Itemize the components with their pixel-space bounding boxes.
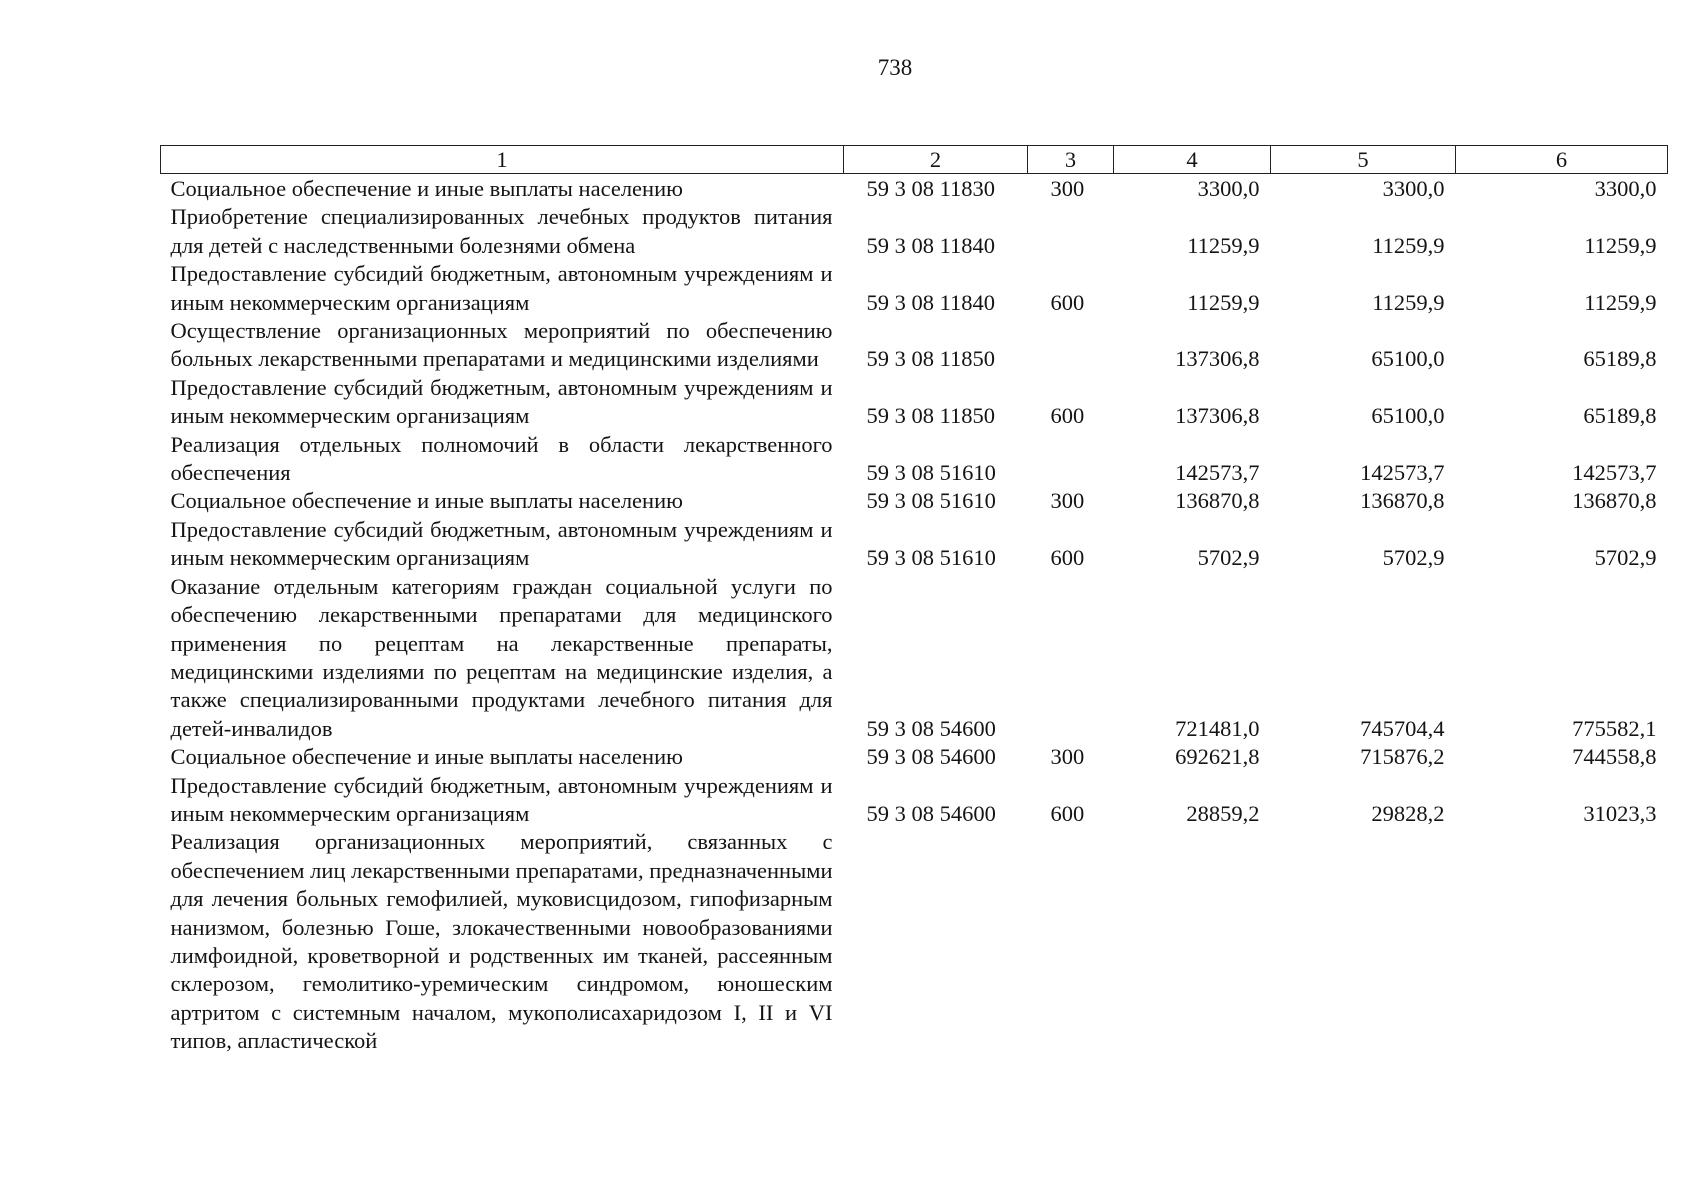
row-value-col4: 3300,0	[1197, 176, 1260, 201]
row-value-col5: 11259,9	[1372, 289, 1445, 315]
column-header: 1	[161, 146, 844, 174]
column-header: 5	[1271, 146, 1456, 174]
row-code: 59 3 08 11830	[866, 176, 996, 201]
table-row	[161, 317, 1668, 374]
row-value-col5: 29828,2	[1371, 800, 1445, 826]
table-row	[161, 431, 1668, 488]
row-value-col4: 142573,7	[1175, 460, 1260, 486]
table-row	[161, 573, 1668, 743]
row-name: Предоставление субсидий бюджетным, автономным учреждениям и иным некоммерческим организациям	[170, 261, 833, 315]
row-value-col4: 137306,8	[1175, 346, 1260, 372]
column-header: 6	[1456, 146, 1668, 174]
row-name: Предоставление субсидий бюджетным, автономным учреждениям и иным некоммерческим организациям	[170, 516, 833, 571]
row-value-col6: 11259,9	[1584, 289, 1657, 315]
row-value-col6: 31023,3	[1583, 800, 1657, 826]
row-name: Приобретение специализированных лечебных продуктов питания для детей с наследственными болезнями обмена	[170, 204, 833, 258]
row-code	[844, 828, 1028, 1055]
row-code: 59 3 08 51610	[866, 460, 996, 486]
column-header: 4	[1114, 146, 1271, 174]
row-value-col5: 11259,9	[1372, 232, 1445, 258]
row-value-col4: 136870,8	[1175, 488, 1260, 514]
row-kind: 300	[1050, 176, 1085, 201]
row-name: Реализация организационных мероприятий, связанных с обеспечением лиц лекарственными препаратами, предназначенными для лечения больных гемофилией, муковисцидозом, гипофизарным нанизмом, болезнью Гоше, злокачественными новообразованиями лимфоидной, кроветворной и родственных им тканей, рассеянным склерозом, гемолитико-уремическим синдромом, юношеским артритом с системным началом, мукополисахаридозом I, II и VI типов, апластической	[170, 829, 833, 1054]
table-row	[161, 487, 1668, 515]
row-value-col6: 3300,0	[1594, 176, 1657, 201]
row-code: 59 3 08 51610	[866, 545, 996, 571]
row-code: 59 3 08 11840	[866, 232, 996, 258]
row-kind	[1028, 828, 1114, 1055]
row-value-col6: 775582,1	[1572, 715, 1657, 741]
row-name: Реализация отдельных полномочий в области лекарственного обеспечения	[170, 431, 833, 486]
row-kind: 600	[1050, 403, 1085, 429]
table-header	[161, 146, 1668, 174]
table-body	[161, 174, 1668, 1056]
table-row	[161, 174, 1668, 204]
row-value-col6: 744558,8	[1572, 744, 1657, 770]
row-value-col4: 11259,9	[1187, 232, 1260, 258]
row-kind	[1028, 203, 1114, 260]
row-kind: 600	[1050, 289, 1085, 315]
row-value-col6: 65189,8	[1583, 346, 1657, 372]
row-value-col5: 745704,4	[1360, 715, 1445, 741]
row-name: Оказание отдельным категориям граждан социальной услуги по обеспечению лекарственными препаратами для медицинского применения по рецептам на лекарственные препараты, медицинскими изделиями по рецептам на медицинские изделия, а также специализированными продуктами лечебного питания для детей-инвалидов	[170, 573, 833, 741]
row-value-col4: 5702,9	[1197, 545, 1260, 571]
row-name: Предоставление субсидий бюджетным, автономным учреждениям и иным некоммерческим организациям	[170, 374, 833, 429]
table-row	[161, 374, 1668, 431]
row-kind	[1028, 431, 1114, 488]
row-value-col5: 65100,0	[1371, 403, 1445, 429]
row-value-col5: 136870,8	[1360, 488, 1445, 514]
row-value-col6: 65189,8	[1583, 403, 1657, 429]
row-value-col4: 11259,9	[1187, 289, 1260, 315]
page-number: 738	[877, 55, 913, 80]
row-kind: 300	[1050, 744, 1085, 770]
row-value-col5: 5702,9	[1382, 545, 1445, 571]
row-name: Социальное обеспечение и иные выплаты населению	[170, 176, 683, 201]
row-value-col5: 142573,7	[1360, 460, 1445, 486]
column-header: 2	[844, 146, 1028, 174]
table-row	[161, 772, 1668, 829]
row-value-col5: 715876,2	[1360, 744, 1445, 770]
row-code: 59 3 08 11840	[866, 289, 996, 315]
row-name: Социальное обеспечение и иные выплаты населению	[170, 488, 683, 514]
table-row	[161, 828, 1668, 1055]
table-row	[161, 203, 1668, 260]
row-value-col6: 5702,9	[1594, 545, 1657, 571]
row-code: 59 3 08 11850	[866, 346, 996, 372]
table-row	[161, 743, 1668, 771]
row-name: Осуществление организационных мероприятий по обеспечению больных лекарственными препаратами и медицинскими изделиями	[170, 318, 833, 372]
budget-table	[160, 145, 1668, 1056]
row-kind: 600	[1050, 545, 1085, 571]
row-name: Предоставление субсидий бюджетным, автономным учреждениям и иным некоммерческим организациям	[170, 772, 833, 826]
row-value-col6: 11259,9	[1584, 232, 1657, 258]
row-code: 59 3 08 54600	[866, 800, 996, 826]
row-code: 59 3 08 54600	[866, 715, 996, 741]
header-row	[161, 146, 1668, 174]
row-kind	[1028, 317, 1114, 374]
row-code: 59 3 08 54600	[866, 744, 996, 770]
row-code: 59 3 08 51610	[866, 488, 996, 514]
row-code: 59 3 08 11850	[866, 403, 996, 429]
row-value-col5: 3300,0	[1382, 176, 1445, 201]
row-value-col4: 692621,8	[1175, 744, 1260, 770]
table-row	[161, 260, 1668, 317]
row-value-col4: 137306,8	[1175, 403, 1260, 429]
row-value-col6: 136870,8	[1572, 488, 1657, 514]
row-value-col5	[1271, 828, 1456, 1055]
row-value-col4: 28859,2	[1186, 800, 1260, 826]
row-kind: 600	[1050, 800, 1085, 826]
row-value-col6	[1456, 828, 1668, 1055]
row-kind: 300	[1050, 488, 1085, 514]
column-header: 3	[1028, 146, 1114, 174]
row-kind	[1028, 573, 1114, 743]
row-value-col5: 65100,0	[1371, 346, 1445, 372]
table-row	[161, 516, 1668, 573]
row-name: Социальное обеспечение и иные выплаты населению	[170, 744, 683, 770]
row-value-col4: 721481,0	[1175, 715, 1260, 741]
row-value-col6: 142573,7	[1572, 460, 1657, 486]
row-value-col4	[1114, 828, 1271, 1055]
